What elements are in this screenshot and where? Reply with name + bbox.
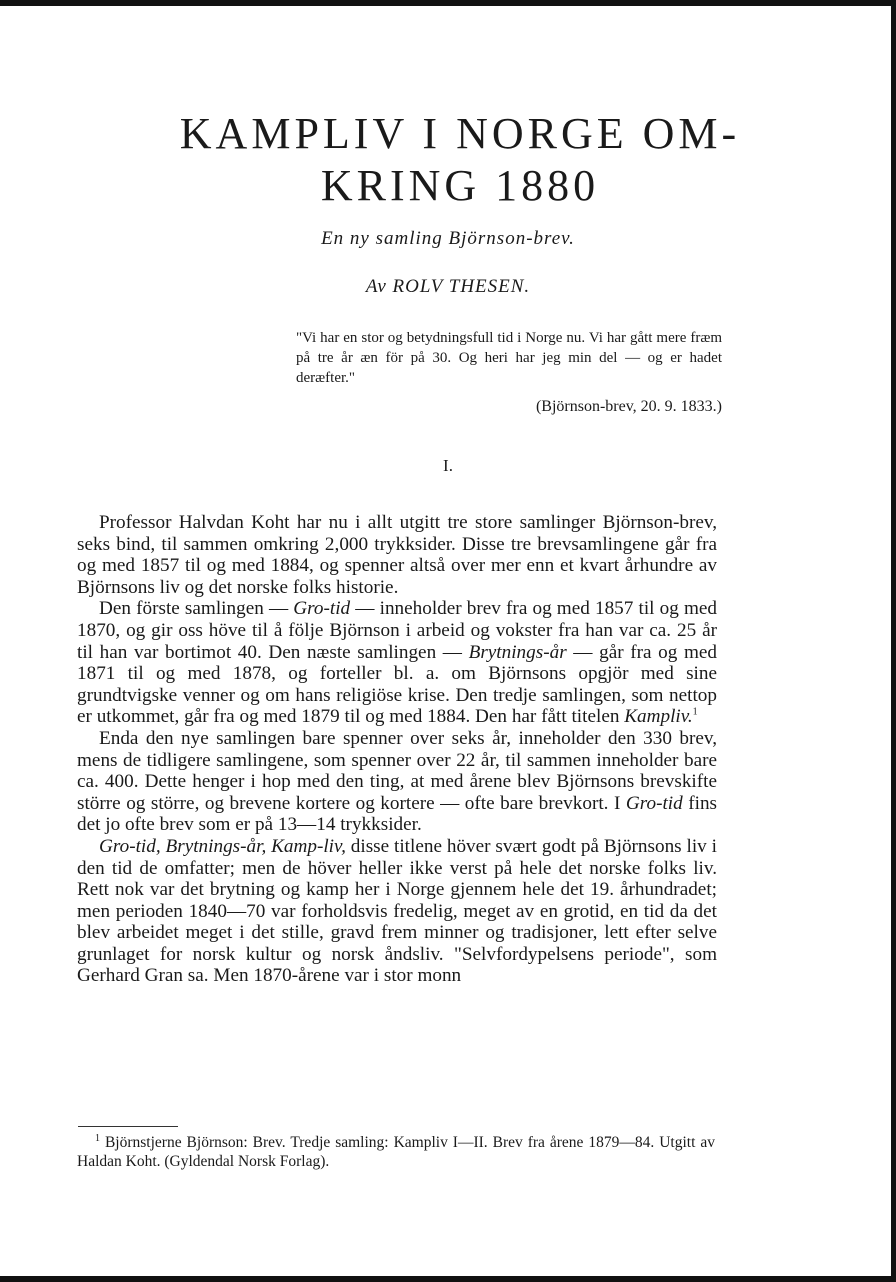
scan-border-bottom — [0, 1276, 896, 1282]
title-line-1: KAMPLIV I NORGE OM- — [179, 109, 741, 158]
article-author: Av ROLV THESEN. — [365, 276, 531, 297]
section-heading: I. — [443, 456, 453, 475]
article-title — [60, 108, 860, 212]
footnote-divider — [78, 1126, 178, 1127]
title-brytnings-ar: Brytnings-år — [468, 641, 567, 663]
epigraph-source: (Björnson-brev, 20. 9. 1833.) — [535, 398, 722, 415]
paragraph-3: Enda den nye samlingen bare spenner over seks år, inneholder den 330 brev, mens de tidligere samlingene, som spenner over 22 år, til sammen inneholder bare ca. 400. Dette henger i hop med den ting, at med årene blev Björnsons brevskifte större og större, og brevene kortere og kortere — ofte bare brevkort. I Gro-tid fins det jo ofte brev som er på 13—14 trykksider. — [77, 727, 718, 836]
title-gro-tid-2: Gro-tid — [625, 792, 683, 814]
article-body — [77, 512, 717, 987]
footnote-reference: 1 — [692, 706, 698, 718]
scan-border-right — [891, 0, 896, 1282]
footnote-text: Björnstjerne Björnson: Brev. Tredje samling: Kampliv I—II. Brev fra årene 1879—84. Utgitt av Haldan Koht. (Gyldendal Norsk Forlag). — [77, 1134, 715, 1170]
paragraph-1: Professor Halvdan Koht har nu i allt utgitt tre store samlinger Björnson-brev, seks bind, til sammen omkring 2,000 trykksider. Disse tre brevsamlingene går fra og med 1857 til og med 1884, og spenner altså over mer enn et kvart århundre av Björnsons liv og det norske folks historie. — [77, 512, 717, 598]
scan-border-top — [0, 0, 896, 6]
title-line-2: KRING 1880 — [320, 161, 600, 210]
article-subtitle: En ny samling Björnson-brev. — [321, 228, 575, 249]
titles-list: Gro-tid, Brytnings-år, Kamp-liv, — [99, 835, 346, 857]
footnote — [77, 1133, 715, 1171]
footnote-marker: 1 — [95, 1132, 100, 1144]
title-gro-tid: Gro-tid — [293, 598, 351, 620]
paragraph-4: Gro-tid, Brytnings-år, Kamp-liv, disse titlene höver svært godt på Björnsons liv i den tid de omfatter; men de höver heller ikke verst på hele det norske folks liv. Rett nok var det brytning og kamp her i Norge gjennem hele det 19. århundradet; men perioden 1840—70 var forholdsvis fredelig, meget av en grotid, en tid da det blev arbeidet meget i det stille, gravd frem minner og tradisjoner, lett efter selve grunlaget for norsk kultur og norsk åndsliv. "Selvfordypelsens periode", som Gerhard Gran sa. Men 1870-årene var i stor monn — [77, 835, 717, 987]
epigraph-quote: "Vi har en stor og betydningsfull tid i Norge nu. Vi har gått mere fræm på tre år æn för på 30. Og heri har jeg min del — og er hadet deræfter." — [296, 330, 722, 386]
title-kampliv: Kampliv. — [624, 706, 693, 728]
paragraph-2: Den förste samlingen — Gro-tid — inneholder brev fra og med 1857 til og med 1870, og gir oss höve til å följe Björnson i arbeid og vokster fra han var ca. 25 år til han var bortimot 40. Den næste samlingen — Brytnings-år — går fra og med 1871 til og med 1878, og forteller bl. a. om Björnsons opgjör med sine grundtvigske venner og om hans religiöse krise. Den tredje samlingen, som nettop er utkommet, går fra og med 1879 til og med 1884. Den har fått titelen Kampliv.$^1$ — [77, 598, 717, 728]
